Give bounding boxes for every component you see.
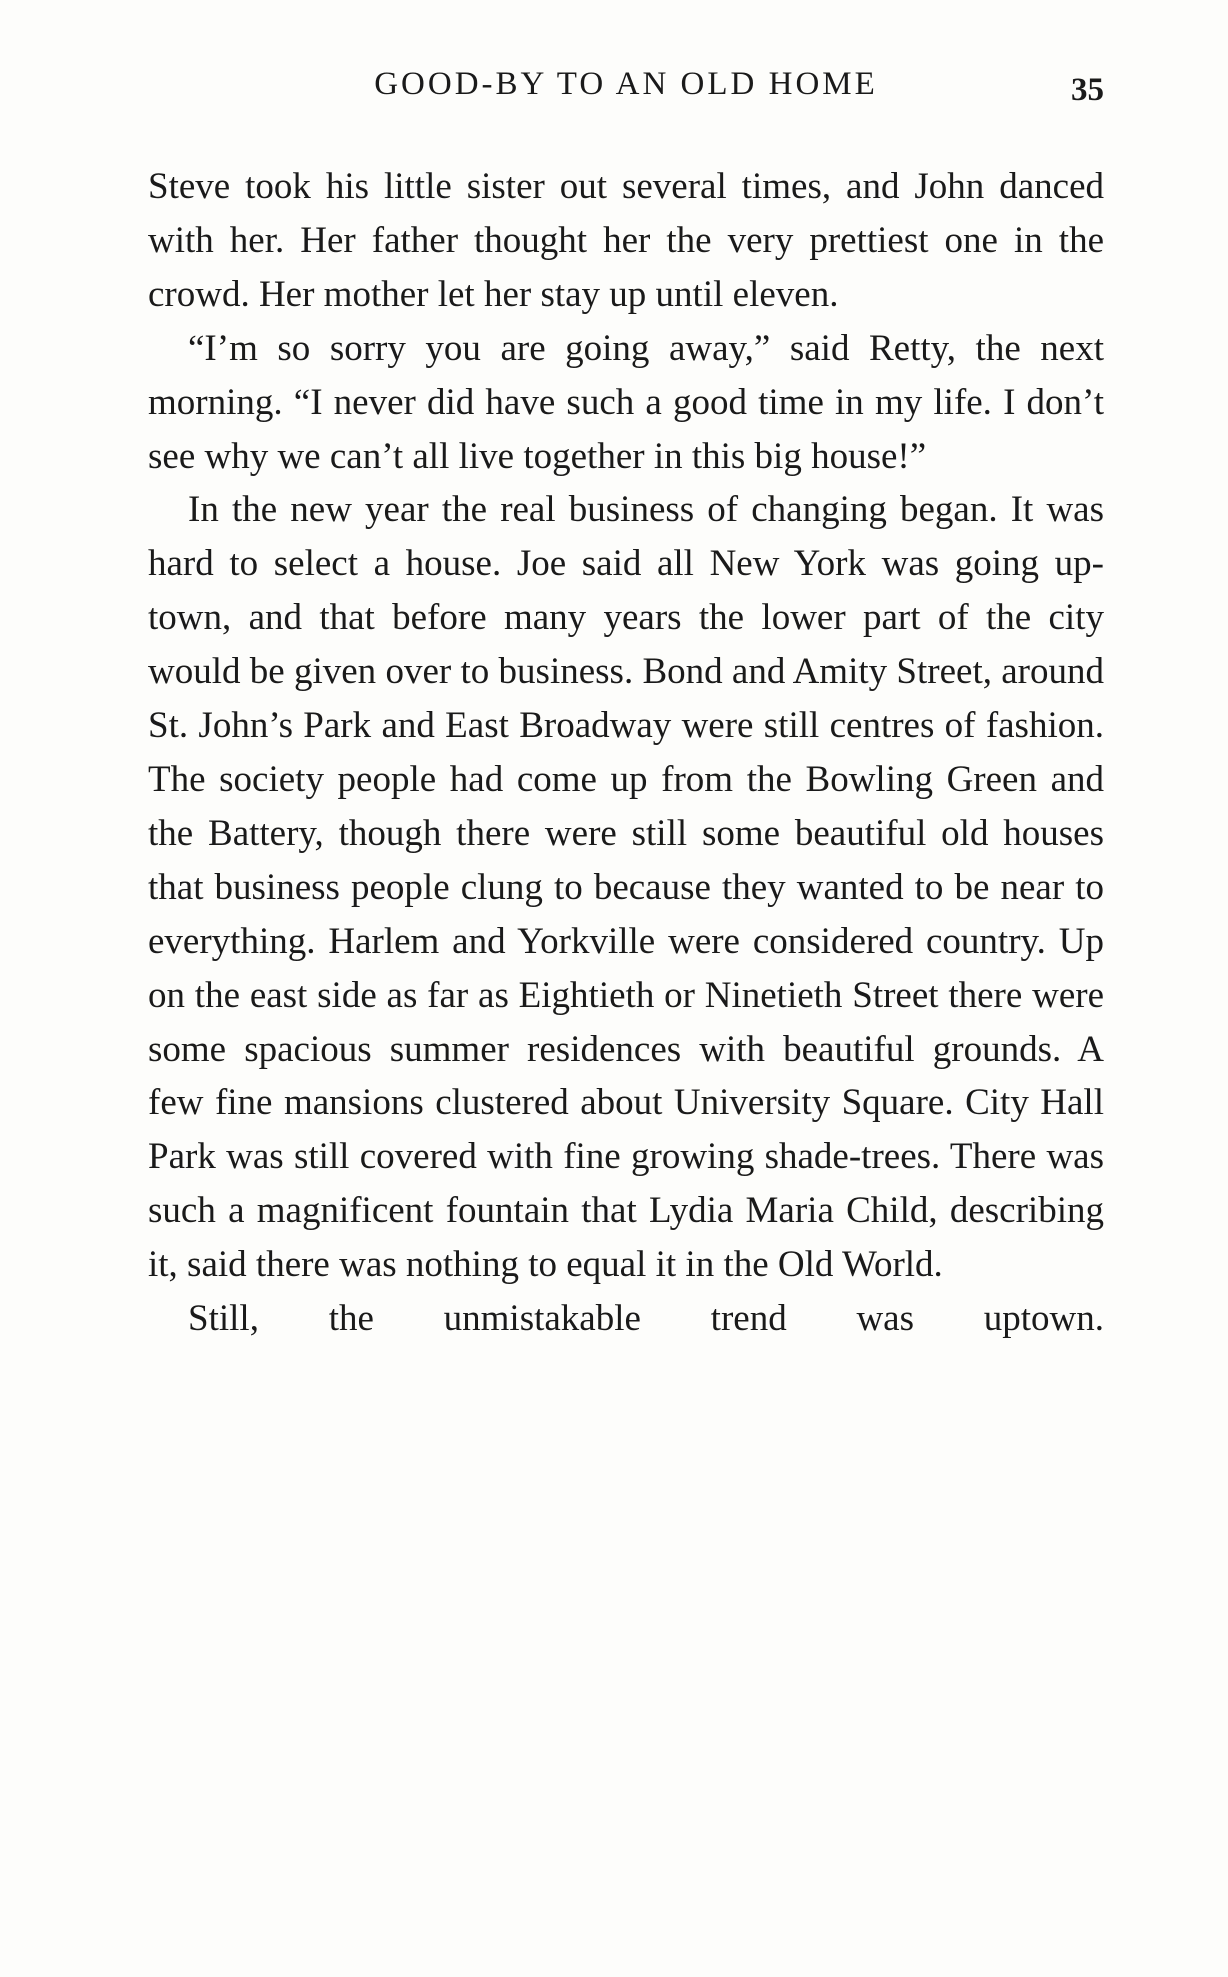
paragraph-2: “I’m so sorry you are going away,” said Retty, the next morning. “I never did have such a good time in my life. I don’t see why we can’t all live together in this big house!” — [148, 327, 1104, 477]
paragraph-1: Steve took his little sister out several times, and John danced with her. Her father thought her the very prettiest one in the crowd. Her mother let her stay up until eleven. — [148, 166, 1104, 315]
running-head — [148, 66, 1104, 110]
paragraph-3: In the new year the real business of changing began. It was hard to select a house. Joe said all New York was going up-town, and that before many years the lower part of the city would be given over to business. Bond and Amity Street, around St. John’s Park and East Broadway were still centres of fashion. The society people had come up from the Bowling Green and the Battery, though there were still some beautiful old houses that business people clung to because they wanted to be near to everything. Harlem and Yorkville were considered country. Up on the east side as far as Eightieth or Ninetieth Street there were some spacious summer residences with beautiful grounds. A few fine mansions clustered about University Square. City Hall Park was still covered with fine growing shade-trees. There was such a magnificent fountain that Lydia Maria Child, describing it, said there was nothing to equal it in the Old World. — [148, 489, 1104, 1286]
paragraph-4: Still, the unmistakable trend was uptown. — [188, 1298, 1104, 1340]
body-text — [148, 160, 1104, 1346]
running-title: GOOD-BY TO AN OLD HOME — [374, 66, 878, 102]
page-number: 35 — [1071, 72, 1104, 108]
